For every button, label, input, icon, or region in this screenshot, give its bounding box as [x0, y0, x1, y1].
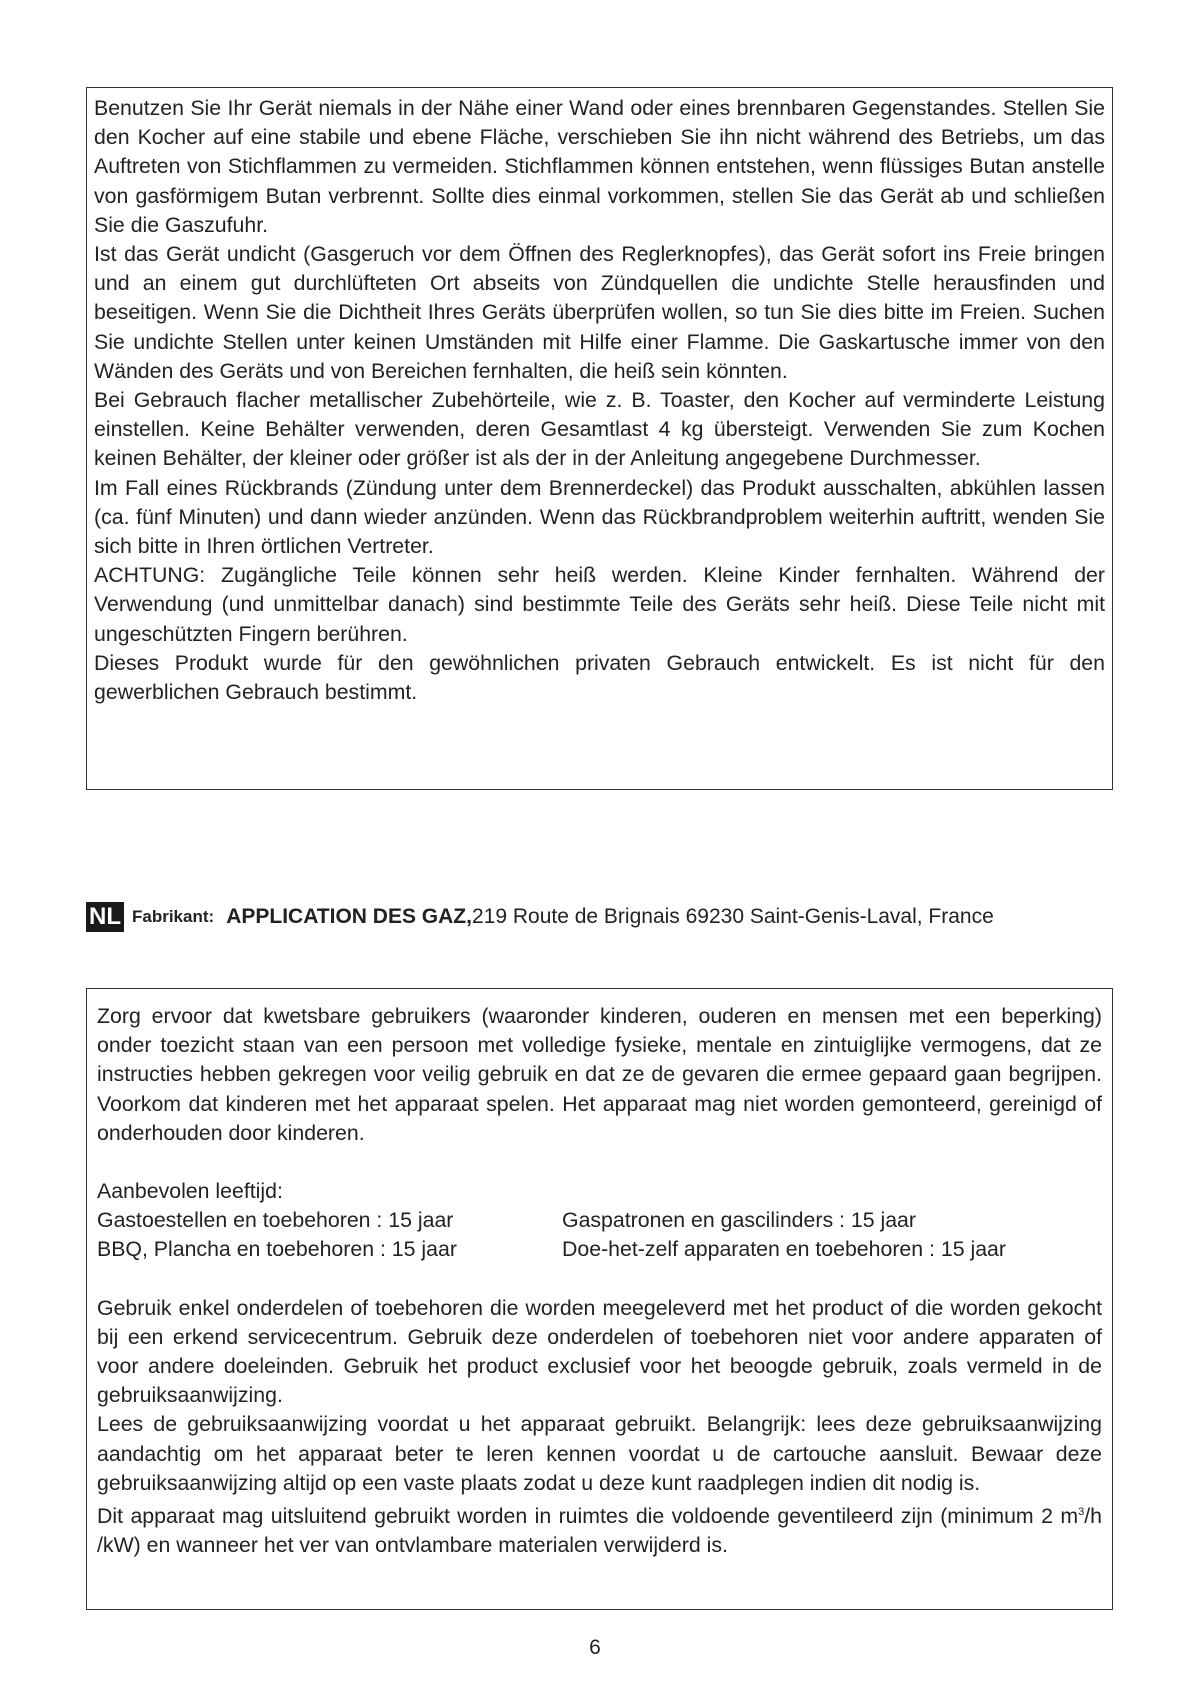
age-row: [97, 1206, 1102, 1235]
nl-manufacturer-header: [86, 902, 994, 932]
nl-intro-paragraph: Zorg ervoor dat kwetsbare gebruikers (waaronder kinderen, ouderen en mensen met een beperking) onder toezicht staan van een persoon met volledige fysieke, mentale en zintuiglijke vermogens, dat ze instructies hebben gekregen voor veilig gebruik en dat ze de gevaren die ermee gepaard gaan begrijpen. Voorkom dat kinderen met het apparaat spelen. Het apparaat mag niet worden gemonteerd, gereinigd of onderhouden door kinderen.: [97, 1004, 1102, 1145]
age-title-text: Aanbevolen leeftijd:: [97, 1179, 283, 1204]
de-paragraph: Im Fall eines Rückbrands (Zündung unter dem Brennerdeckel) das Produkt ausschalten, abkühlen lassen (ca. fünf Minuten) und dann wieder anzünden. Wenn das Rückbrandproblem weiterhin auftritt, wenden Sie sich bitte in Ihren örtlichen Vertreter.: [94, 475, 1105, 559]
de-paragraph: ACHTUNG: Zugängliche Teile können sehr heiß werden. Kleine Kinder fernhalten. Während der Verwendung (und unmittelbar danach) sind bestimmte Teile des Geräts sehr heiß. Diese Teile nicht mit ungeschützten Fingern berühren.: [94, 563, 1105, 646]
age-item: Doe-het-zelf apparaten en toebehoren : 15 jaar: [562, 1237, 1006, 1262]
age-row: [97, 1235, 1102, 1264]
age-title: [97, 1177, 1102, 1206]
company-address: 219 Route de Brignais 69230 Saint-Genis-Laval, France: [471, 905, 994, 928]
nl-paragraph: Lees de gebruiksaanwijzing voordat u het apparaat gebruikt. Belangrijk: lees deze gebruiksaanwijzing aandachtig om het apparaat beter te leren kennen voordat u de cartouche aansluit. Bewaar deze gebruiksaanwijzing altijd op een vaste plaats zodat u deze kunt raadplegen indien dit nodig is.: [97, 1412, 1102, 1495]
de-paragraph: Dieses Produkt wurde für den gewöhnlichen privaten Gebrauch entwickelt. Es ist nicht für den gewerblichen Gebrauch bestimmt.: [94, 650, 1105, 705]
ventilation-text-start: Dit apparaat mag uitsluitend gebruikt worden in ruimtes die voldoende geventileerd zijn (minimum 2 m: [97, 1504, 1079, 1529]
de-paragraph: Bei Gebrauch flacher metallischer Zubehörteile, wie z. B. Toaster, den Kocher auf verminderte Leistung einstellen. Keine Behälter verwenden, deren Gesamtlast 4 kg übersteigt. Verwenden Sie zum Kochen keinen Behälter, der kleiner oder größer ist als der in der Anleitung angegebene Durchmesser.: [94, 388, 1105, 471]
nl-paragraph-ventilation: [97, 1498, 1102, 1561]
de-safety-box: [86, 87, 1113, 790]
de-paragraph: Ist das Gerät undicht (Gasgeruch vor dem Öffnen des Reglerknopfes), das Gerät sofort ins Freie bringen und an einem gut durchlüfteten Ort abseits von Zündquellen die undichte Stelle herausfinden und beseitigen. Wenn Sie die Dichtheit Ihres Geräts überprüfen wollen, so tun Sie dies bitte im Freien. Suchen Sie undichte Stellen unter keinen Umständen mit Hilfe einer Flamme. Die Gaskartusche immer von den Wänden des Geräts und von Bereichen fernhalten, die heiß sein könnten.: [94, 242, 1105, 383]
company-name: APPLICATION DES GAZ,: [226, 905, 472, 928]
ventilation-text-end: /h /kW) en wanneer het ver van ontvlambare materialen verwijderd is.: [97, 1504, 1102, 1558]
nl-safety-box: [86, 988, 1113, 1610]
nl-paragraph: Gebruik enkel onderdelen of toebehoren die worden meegeleverd met het product of die worden gekocht bij een erkend servicecentrum. Gebruik deze onderdelen of toebehoren niet voor andere apparaten of voor andere doeleinden. Gebruik het product exclusief voor het beoogde gebruik, zoals vermeld in de gebruiksaanwijzing.: [97, 1295, 1102, 1408]
de-paragraph: Benutzen Sie Ihr Gerät niemals in der Nähe einer Wand oder eines brennbaren Gegenstandes. Stellen Sie den Kocher auf eine stabile und ebene Fläche, verschieben Sie ihn nicht während des Betriebs, um das Auftreten von Stichflammen zu vermeiden. Stichflammen können entstehen, wenn flüssiges Butan anstelle von gasförmigem Butan verbrennt. Sollte dies einmal vorkommen, stellen Sie das Gerät ab und schließen Sie die Gaszufuhr.: [94, 96, 1105, 237]
language-badge: NL: [86, 902, 124, 932]
page-number: 6: [589, 1636, 601, 1659]
age-item: Gaspatronen en gascilinders : 15 jaar: [562, 1208, 916, 1233]
age-item: BBQ, Plancha en toebehoren : 15 jaar: [97, 1237, 457, 1262]
age-item: Gastoestellen en toebehoren : 15 jaar: [97, 1208, 454, 1233]
manufacturer-label: Fabrikant:: [132, 907, 215, 926]
superscript: 3: [1078, 1506, 1085, 1519]
